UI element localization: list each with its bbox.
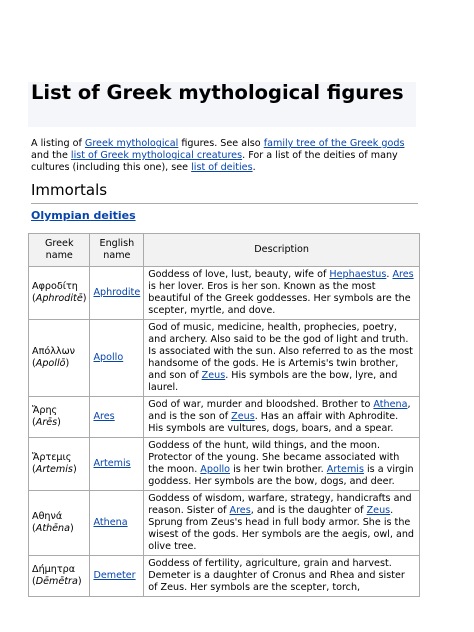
link-list-of-deities[interactable]: list of deities: [191, 162, 253, 173]
description-link[interactable]: Zeus: [366, 505, 391, 516]
intro-text: A listing of: [31, 138, 85, 149]
description-text: , and is the son of: [148, 399, 411, 422]
link-family-tree[interactable]: family tree of the Greek gods: [263, 138, 405, 149]
table-row: [29, 320, 420, 397]
cell-greek-name: Ἄρης (Arēs): [29, 397, 90, 438]
description-link[interactable]: Zeus: [201, 370, 226, 381]
description-text: . Sprung from Zeus's head in full body armor. She is the wisest of the gods. Her symbols are the aegis, owl, and olive tree.: [148, 505, 415, 552]
description-text: , and is the daughter of: [250, 505, 367, 516]
link-creatures[interactable]: list of Greek mythological creatures: [70, 150, 243, 161]
cell-english-name: [90, 267, 144, 320]
cell-english-name: [90, 320, 144, 397]
intro-text: and the: [31, 150, 71, 161]
english-name-link[interactable]: Demeter: [93, 570, 136, 581]
table-row: [29, 397, 420, 438]
description-link[interactable]: Artemis: [326, 464, 364, 475]
header-greek-name: Greek name: [29, 234, 90, 267]
link-greek-mythological[interactable]: Greek mythological: [84, 138, 179, 149]
greek-name: Δήμητρα: [32, 564, 76, 575]
romanized-name: Dēmētra: [35, 576, 78, 587]
english-name-link[interactable]: Apollo: [93, 352, 124, 363]
table-row: [29, 556, 420, 597]
description-text: Goddess of the hunt, wild things, and the moon. Protector of the young. She became associated with the moon.: [148, 440, 400, 475]
description-link[interactable]: Hephaestus: [329, 269, 387, 280]
cell-greek-name: Απόλλων (Apollō): [29, 320, 90, 397]
description-text: is a virgin goddess. Her symbols are the bow, dogs, and deer.: [148, 464, 414, 487]
cell-description: [144, 320, 420, 397]
romanized-name: Athēna: [35, 523, 71, 534]
description-text: is her lover. Eros is her son. Known as the most beautiful of the Greek goddesses. Her symbols are the scepter, myrtle, and dove.: [148, 281, 411, 316]
romanized-name: Aphroditē: [35, 293, 83, 304]
intro-text: . For a list of the deities of many cultures (including this one), see: [31, 150, 398, 173]
cell-english-name: [90, 438, 144, 491]
cell-english-name: [90, 491, 144, 556]
description-text: . Has an affair with Aphrodite. His symbols are vultures, dogs, boars, and a spear.: [148, 411, 399, 434]
section-divider: [31, 203, 418, 204]
description-link[interactable]: Ares: [229, 505, 251, 516]
english-name-link[interactable]: Athena: [93, 517, 128, 528]
cell-english-name: [90, 556, 144, 597]
cell-description: [144, 438, 420, 491]
header-english-name: English name: [90, 234, 144, 267]
description-text: God of music, medicine, health, prophecies, poetry, and archery. Also said to be the god of light and truth. Is associated with the sun. Also referred to as the most handsome of the gods. He is Artemis's twin brother, and son of: [148, 322, 413, 381]
cell-greek-name: Ἄρτεμις (Artemis): [29, 438, 90, 491]
header-description: Description: [144, 234, 420, 267]
description-link[interactable]: Zeus: [231, 411, 255, 422]
greek-name: Ἄρης: [32, 405, 58, 416]
romanized-name: Arēs: [35, 417, 58, 428]
table-row: [29, 267, 420, 320]
romanized-name: Artemis: [35, 464, 73, 475]
cell-description: [144, 397, 420, 438]
description-text: Goddess of wisdom, warfare, strategy, handicrafts and reason. Sister of: [148, 493, 412, 516]
greek-name: Ἄρτεμις: [32, 452, 72, 463]
cell-greek-name: Αθηνά (Athēna): [29, 491, 90, 556]
english-name-link[interactable]: Ares: [93, 411, 115, 422]
description-text: Goddess of fertility, agriculture, grain and harvest. Demeter is a daughter of Cronus and Rhea and sister of Zeus. Her symbols are the scepter, torch,: [148, 558, 405, 593]
page-title: List of Greek mythological figures: [31, 81, 404, 104]
olympian-deities-table: [28, 233, 420, 597]
description-text: Goddess of love, lust, beauty, wife of: [148, 269, 330, 280]
romanized-name: Apollō: [35, 358, 66, 369]
cell-description: [144, 556, 420, 597]
description-link[interactable]: Ares: [392, 269, 414, 280]
english-name-link[interactable]: Aphrodite: [93, 287, 141, 298]
cell-description: [144, 491, 420, 556]
greek-name: Απόλλων: [32, 346, 75, 357]
description-text: . His symbols are the bow, lyre, and laurel.: [148, 370, 398, 393]
table-header-row: [29, 234, 420, 267]
english-name-link[interactable]: Artemis: [93, 458, 131, 469]
description-text: God of war, murder and bloodshed. Brother to: [148, 399, 374, 410]
table-row: [29, 491, 420, 556]
description-text: .: [386, 269, 393, 280]
description-link[interactable]: Apollo: [200, 464, 231, 475]
description-text: is her twin brother.: [230, 464, 327, 475]
greek-name: Αφροδίτη: [32, 281, 78, 292]
table-row: [29, 438, 420, 491]
subsection-link-olympian-deities[interactable]: Olympian deities: [31, 209, 136, 222]
intro-text: .: [252, 162, 256, 173]
cell-greek-name: Δήμητρα (Dēmētra): [29, 556, 90, 597]
cell-greek-name: Αφροδίτη (Aphroditē): [29, 267, 90, 320]
intro-text: figures. See also: [178, 138, 264, 149]
cell-english-name: [90, 397, 144, 438]
greek-name: Αθηνά: [32, 511, 63, 522]
intro-paragraph: [31, 138, 415, 174]
description-link[interactable]: Athena: [373, 399, 408, 410]
cell-description: [144, 267, 420, 320]
section-heading-immortals: Immortals: [31, 181, 108, 199]
